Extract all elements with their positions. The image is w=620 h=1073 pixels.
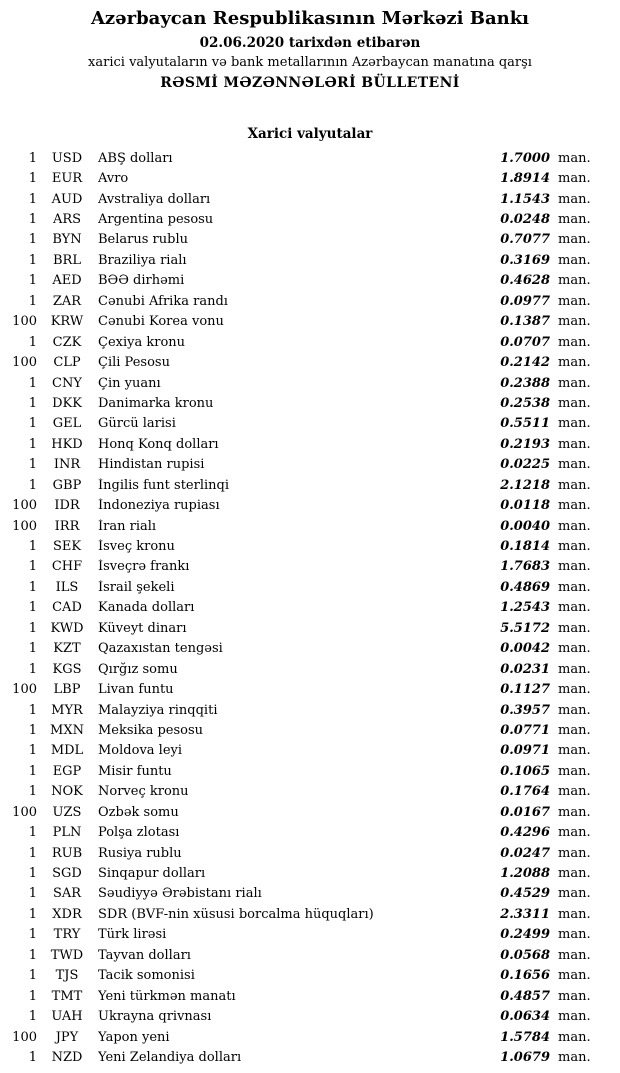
currency-code: IRR [54,518,80,534]
currency-name: Qırğız somu [98,661,178,677]
bank-title: Azərbaycan Respublikasının Mərkəzi Bankı [90,8,530,29]
rate-quantity: 1 [28,1049,37,1065]
currency-code: INR [53,457,81,473]
currency-code: NZD [51,1049,83,1065]
currency-code: DKK [52,395,82,411]
unit-label: man. [558,212,591,228]
rate-row [0,741,620,761]
rate-value: 2.3311 [500,906,550,922]
rate-value: 0.1814 [500,539,550,555]
currency-name: Moldova leyi [98,743,183,759]
currency-name: Braziliya rialı [98,252,187,268]
unit-label: man. [558,641,591,657]
rate-value: 0.7077 [500,232,550,248]
rate-value: 0.0225 [500,457,550,473]
rate-row [0,679,620,699]
unit-label: man. [558,539,591,555]
currency-name: Meksika pesosu [98,722,204,738]
rate-quantity: 100 [12,1029,37,1045]
unit-label: man. [558,334,591,350]
currency-name: Özbək somu [98,804,179,820]
rate-row [0,822,620,842]
unit-label: man. [558,395,591,411]
unit-label: man. [558,620,591,636]
currency-name: Hindistan rupisi [98,457,205,473]
currency-code: BRL [53,252,81,268]
currency-name: Kanada dolları [98,600,195,616]
currency-name: Qazaxıstan tengəsi [98,641,223,657]
currency-name: Tayvan dolları [98,947,191,963]
rate-row [0,986,620,1006]
rate-row [0,148,620,168]
rate-row [0,495,620,515]
rate-value: 0.2388 [500,375,550,391]
rate-row [0,843,620,863]
unit-label: man. [558,866,591,882]
rate-row [0,945,620,965]
currency-name: Cənubi Afrika randı [98,293,228,309]
currency-code: RUB [51,845,83,861]
currency-code: AED [52,273,82,289]
currency-name: Yapon yeni [98,1029,170,1045]
rate-value: 0.0771 [500,722,550,738]
rate-value: 1.1543 [500,191,550,207]
rate-row [0,414,620,434]
currency-name: Livan funtu [98,682,174,698]
currency-code: CNY [52,375,82,391]
currency-name: Gürcü larisi [98,416,176,432]
rate-row [0,802,620,822]
currency-name: Danimarka kronu [98,395,214,411]
rate-row [0,925,620,945]
rate-value: 0.0634 [500,1009,550,1025]
rate-row [0,782,620,802]
rate-quantity: 1 [28,559,37,575]
rate-value: 0.0568 [500,947,550,963]
currency-name: Tacik somonisi [98,968,195,984]
rate-value: 0.1656 [500,968,550,984]
currency-code: KZT [53,641,81,657]
rate-quantity: 1 [28,722,37,738]
rate-quantity: 1 [28,395,37,411]
currency-code: EGP [52,763,82,779]
unit-label: man. [558,416,591,432]
unit-label: man. [558,579,591,595]
rate-row [0,598,620,618]
currency-code: IDR [54,498,80,514]
unit-label: man. [558,682,591,698]
currency-name: Avstraliya dolları [98,191,211,207]
rate-value: 1.2088 [500,866,550,882]
rate-row [0,639,620,659]
rate-quantity: 1 [28,927,37,943]
rate-value: 0.2499 [500,927,550,943]
rate-row [0,700,620,720]
currency-name: Rusiya rublu [98,845,182,861]
rate-row [0,455,620,475]
currency-code: ILS [55,579,79,595]
rate-value: 0.4869 [500,579,550,595]
currency-name: Misir funtu [98,763,172,779]
unit-label: man. [558,498,591,514]
rate-quantity: 1 [28,539,37,555]
rate-quantity: 1 [28,600,37,616]
currency-name: İndoneziya rupiası [98,498,220,514]
rate-row [0,271,620,291]
currency-code: PLN [52,825,82,841]
currency-name: İsveçrə frankı [98,559,190,575]
rate-value: 0.1065 [500,763,550,779]
currency-name: SDR (BVF-nin xüsusi borcalma hüquqları) [98,906,374,922]
unit-label: man. [558,436,591,452]
rate-quantity: 100 [12,804,37,820]
rate-row [0,904,620,924]
currency-code: TWD [50,947,84,963]
rate-quantity: 1 [28,375,37,391]
currency-name: Çexiya kronu [98,334,186,350]
unit-label: man. [558,518,591,534]
rate-value: 0.0118 [500,498,550,514]
currency-name: İran rialı [98,518,157,534]
rate-value: 0.0977 [500,293,550,309]
rate-row [0,250,620,270]
currency-code: SAR [52,886,82,902]
section-title-foreign-currencies: Xarici valyutalar [247,126,373,142]
rate-quantity: 1 [28,252,37,268]
currency-name: Səudiyyə Ərəbistanı rialı [98,886,262,902]
rate-quantity: 1 [28,825,37,841]
rate-row [0,332,620,352]
currency-code: UAH [51,1009,83,1025]
unit-label: man. [558,600,591,616]
rate-row [0,966,620,986]
currency-name: Yeni türkmən manatı [98,988,236,1004]
currency-code: USD [51,150,83,166]
unit-label: man. [558,191,591,207]
currency-name: Honq Konq dolları [98,436,219,452]
currency-code: CAD [52,600,82,616]
rate-quantity: 1 [28,763,37,779]
rate-quantity: 1 [28,212,37,228]
rate-quantity: 1 [28,866,37,882]
unit-label: man. [558,661,591,677]
rate-value: 0.4857 [500,988,550,1004]
currency-code: CZK [52,334,82,350]
unit-label: man. [558,763,591,779]
rate-value: 0.0971 [500,743,550,759]
rate-row [0,557,620,577]
currency-code: SGD [52,866,82,882]
currency-name: Norveç kronu [98,784,189,800]
currency-name: İsveç kronu [98,539,175,555]
unit-label: man. [558,702,591,718]
rate-value: 0.0231 [500,661,550,677]
rate-row [0,618,620,638]
currency-name: ABŞ dolları [98,150,173,166]
currency-code: UZS [52,804,82,820]
currency-name: Yeni Zelandiya dolları [98,1049,242,1065]
rate-row [0,1047,620,1067]
rate-value: 0.1127 [500,682,550,698]
currency-name: BƏƏ dirhəmi [98,273,185,289]
rate-row [0,516,620,536]
rate-row [0,863,620,883]
rate-quantity: 1 [28,579,37,595]
rate-value: 0.2142 [500,355,550,371]
unit-label: man. [558,784,591,800]
unit-label: man. [558,804,591,820]
rate-quantity: 1 [28,784,37,800]
rate-value: 0.2538 [500,395,550,411]
rate-row [0,393,620,413]
currency-code: LBP [53,682,81,698]
unit-label: man. [558,1049,591,1065]
rate-quantity: 1 [28,886,37,902]
currency-code: KGS [52,661,82,677]
currency-code: KRW [50,314,84,330]
rate-quantity: 1 [28,661,37,677]
currency-code: XDR [52,906,82,922]
currency-name: Ukrayna qrivnası [98,1009,212,1025]
rate-quantity: 1 [28,620,37,636]
rate-row [0,659,620,679]
rate-value: 0.0167 [500,804,550,820]
unit-label: man. [558,743,591,759]
rate-row [0,230,620,250]
rate-row [0,312,620,332]
unit-label: man. [558,477,591,493]
rate-row [0,168,620,188]
currency-code: EUR [51,171,83,187]
currency-code: TRY [53,927,81,943]
rate-row [0,291,620,311]
unit-label: man. [558,947,591,963]
rate-value: 0.0248 [500,212,550,228]
rate-quantity: 100 [12,355,37,371]
unit-label: man. [558,559,591,575]
currency-name: Malayziya rinqqiti [98,702,218,718]
currency-code: CLP [53,355,81,371]
currency-code: TJS [55,968,79,984]
unit-label: man. [558,1009,591,1025]
rates-list [0,148,620,1068]
rate-row [0,1027,620,1047]
rate-value: 1.7000 [500,150,550,166]
unit-label: man. [558,293,591,309]
bulletin-header [0,6,620,94]
unit-label: man. [558,906,591,922]
currency-name: İsrail şekeli [98,579,175,595]
unit-label: man. [558,825,591,841]
unit-label: man. [558,927,591,943]
currency-name: Argentina pesosu [98,212,214,228]
rate-quantity: 1 [28,947,37,963]
rate-value: 0.3169 [500,252,550,268]
unit-label: man. [558,968,591,984]
rate-quantity: 1 [28,477,37,493]
rate-value: 0.4529 [500,886,550,902]
unit-label: man. [558,845,591,861]
unit-label: man. [558,150,591,166]
rate-quantity: 100 [12,314,37,330]
rate-value: 0.0707 [500,334,550,350]
currency-name: Belarus rublu [98,232,188,248]
rate-quantity: 1 [28,334,37,350]
rate-row [0,352,620,372]
rate-row [0,373,620,393]
unit-label: man. [558,375,591,391]
unit-label: man. [558,1029,591,1045]
currency-code: CHF [51,559,83,575]
currency-code: TMT [51,988,83,1004]
unit-label: man. [558,273,591,289]
rate-value: 0.1764 [500,784,550,800]
unit-label: man. [558,355,591,371]
rate-quantity: 100 [12,498,37,514]
bulletin-subtitle: xarici valyutaların və bank metallarının Azərbaycan manatına qarşı [88,55,532,70]
rate-row [0,536,620,556]
rate-quantity: 100 [12,518,37,534]
currency-code: KWD [50,620,84,636]
rate-row [0,720,620,740]
rate-quantity: 1 [28,150,37,166]
rate-value: 0.3957 [500,702,550,718]
rate-quantity: 1 [28,232,37,248]
unit-label: man. [558,886,591,902]
currency-name: Sinqapur dolları [98,866,206,882]
rate-row [0,884,620,904]
rate-quantity: 1 [28,171,37,187]
unit-label: man. [558,457,591,473]
rate-quantity: 100 [12,682,37,698]
currency-code: ARS [52,212,82,228]
currency-name: İngilis funt sterlinqi [98,477,229,493]
rate-quantity: 1 [28,1009,37,1025]
rate-row [0,209,620,229]
currency-code: GBP [52,477,82,493]
currency-name: Cənubi Korea vonu [98,314,224,330]
rate-row [0,475,620,495]
currency-code: JPY [55,1029,79,1045]
rate-value: 0.4296 [500,825,550,841]
rate-value: 1.5784 [500,1029,550,1045]
currency-name: Çin yuanı [98,375,161,391]
currency-code: NOK [51,784,83,800]
rate-quantity: 1 [28,436,37,452]
rate-value: 1.8914 [500,171,550,187]
unit-label: man. [558,252,591,268]
rate-row [0,577,620,597]
unit-label: man. [558,171,591,187]
rate-quantity: 1 [28,293,37,309]
rate-value: 2.1218 [500,477,550,493]
currency-name: Küveyt dinarı [98,620,187,636]
rate-value: 1.2543 [500,600,550,616]
rate-row [0,1006,620,1026]
unit-label: man. [558,232,591,248]
rate-quantity: 1 [28,906,37,922]
rate-value: 0.4628 [500,273,550,289]
currency-code: GEL [52,416,82,432]
currency-name: Avro [98,171,129,187]
rate-value: 0.0042 [500,641,550,657]
rate-quantity: 1 [28,457,37,473]
rate-value: 0.5511 [500,416,550,432]
rate-value: 0.2193 [500,436,550,452]
currency-code: AUD [51,191,83,207]
unit-label: man. [558,722,591,738]
currency-code: MXN [50,722,84,738]
rate-value: 0.1387 [500,314,550,330]
rate-quantity: 1 [28,988,37,1004]
rate-value: 1.0679 [500,1049,550,1065]
rate-quantity: 1 [28,702,37,718]
currency-code: ZAR [52,293,82,309]
rate-value: 0.0247 [500,845,550,861]
currency-code: SEK [52,539,82,555]
currency-code: BYN [52,232,82,248]
rate-quantity: 1 [28,743,37,759]
rate-quantity: 1 [28,273,37,289]
effective-date: 02.06.2020 tarixdən etibarən [199,35,421,51]
currency-name: Türk lirəsi [98,927,167,943]
currency-code: HKD [51,436,83,452]
currency-name: Çili Pesosu [98,355,170,371]
rate-value: 0.0040 [500,518,550,534]
rate-value: 5.5172 [500,620,550,636]
rate-row [0,434,620,454]
bulletin-title: RƏSMİ MƏZƏNNƏLƏRİ BÜLLETENİ [160,75,460,91]
currency-code: MYR [51,702,83,718]
rate-quantity: 1 [28,191,37,207]
rate-quantity: 1 [28,845,37,861]
currency-code: MDL [50,743,84,759]
currency-name: Polşa zlotası [98,825,180,841]
unit-label: man. [558,988,591,1004]
unit-label: man. [558,314,591,330]
rate-row [0,189,620,209]
rate-quantity: 1 [28,416,37,432]
rate-value: 1.7683 [500,559,550,575]
rate-quantity: 1 [28,641,37,657]
rate-row [0,761,620,781]
rate-quantity: 1 [28,968,37,984]
